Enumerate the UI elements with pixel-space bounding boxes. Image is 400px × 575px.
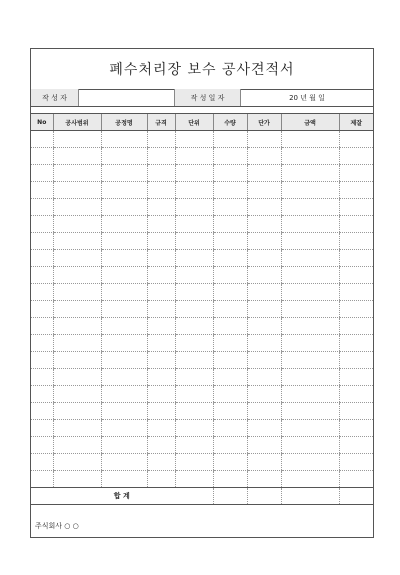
col-no: No — [31, 114, 53, 131]
table-cell[interactable] — [247, 352, 281, 369]
table-cell[interactable] — [53, 403, 101, 420]
table-cell[interactable] — [53, 352, 101, 369]
table-cell[interactable] — [281, 437, 339, 454]
table-cell[interactable] — [147, 182, 175, 199]
table-row — [31, 437, 373, 454]
table-cell[interactable] — [213, 369, 247, 386]
table-cell[interactable] — [175, 471, 213, 488]
table-cell[interactable] — [175, 148, 213, 165]
table-cell[interactable] — [339, 369, 373, 386]
table-cell[interactable] — [339, 233, 373, 250]
table-cell[interactable] — [247, 318, 281, 335]
table-cell[interactable] — [339, 148, 373, 165]
info-row — [31, 89, 373, 107]
table-cell[interactable] — [175, 284, 213, 301]
table-cell[interactable] — [101, 318, 147, 335]
table-cell[interactable] — [147, 233, 175, 250]
table-cell[interactable] — [101, 403, 147, 420]
table-cell[interactable] — [175, 437, 213, 454]
table-cell[interactable] — [281, 454, 339, 471]
table-cell[interactable] — [247, 403, 281, 420]
table-cell[interactable] — [101, 267, 147, 284]
total-cell[interactable] — [339, 488, 373, 505]
table-cell[interactable] — [213, 335, 247, 352]
table-cell[interactable] — [31, 301, 53, 318]
table-row — [31, 250, 373, 267]
table-row — [31, 165, 373, 182]
table-cell[interactable] — [247, 148, 281, 165]
table-cell[interactable] — [339, 131, 373, 148]
table-cell[interactable] — [101, 369, 147, 386]
table-cell[interactable] — [31, 471, 53, 488]
table-cell[interactable] — [101, 250, 147, 267]
table-cell[interactable] — [147, 386, 175, 403]
table-cell[interactable] — [147, 369, 175, 386]
table-cell[interactable] — [31, 318, 53, 335]
table-cell[interactable] — [31, 369, 53, 386]
table-cell[interactable] — [339, 403, 373, 420]
table-cell[interactable] — [213, 352, 247, 369]
table-cell[interactable] — [147, 403, 175, 420]
table-cell[interactable] — [339, 250, 373, 267]
author-value[interactable] — [79, 89, 175, 106]
table-cell[interactable] — [281, 352, 339, 369]
table-cell[interactable] — [147, 148, 175, 165]
table-cell[interactable] — [339, 471, 373, 488]
table-cell[interactable] — [147, 199, 175, 216]
table-cell[interactable] — [175, 131, 213, 148]
table-cell[interactable] — [31, 233, 53, 250]
table-cell[interactable] — [247, 301, 281, 318]
table-cell[interactable] — [247, 199, 281, 216]
total-cell[interactable] — [247, 488, 281, 505]
table-cell[interactable] — [53, 199, 101, 216]
table-cell[interactable] — [213, 301, 247, 318]
table-cell[interactable] — [101, 420, 147, 437]
table-cell[interactable] — [101, 284, 147, 301]
table-cell[interactable] — [339, 267, 373, 284]
table-cell[interactable] — [213, 182, 247, 199]
table-cell[interactable] — [31, 267, 53, 284]
table-cell[interactable] — [53, 437, 101, 454]
table-row — [31, 131, 373, 148]
table-cell[interactable] — [247, 437, 281, 454]
col-amount: 금액 — [281, 114, 339, 131]
table-cell[interactable] — [101, 335, 147, 352]
table-cell[interactable] — [281, 420, 339, 437]
table-cell[interactable] — [247, 216, 281, 233]
table-cell[interactable] — [101, 471, 147, 488]
table-cell[interactable] — [147, 267, 175, 284]
table-cell[interactable] — [147, 165, 175, 182]
table-cell[interactable] — [101, 131, 147, 148]
table-cell[interactable] — [175, 182, 213, 199]
spacer-band — [31, 107, 373, 114]
document-title: 폐수처리장 보수 공사견적서 — [31, 49, 373, 90]
table-cell[interactable] — [281, 403, 339, 420]
table-row — [31, 403, 373, 420]
table-cell[interactable] — [53, 148, 101, 165]
table-cell[interactable] — [281, 301, 339, 318]
col-quantity: 수량 — [213, 114, 247, 131]
table-cell[interactable] — [53, 165, 101, 182]
col-spec: 규격 — [147, 114, 175, 131]
table-cell[interactable] — [147, 301, 175, 318]
table-cell[interactable] — [213, 284, 247, 301]
table-cell[interactable] — [213, 454, 247, 471]
total-cell[interactable] — [281, 488, 339, 505]
table-cell[interactable] — [101, 301, 147, 318]
table-cell[interactable] — [339, 199, 373, 216]
table-cell[interactable] — [31, 250, 53, 267]
table-cell[interactable] — [147, 420, 175, 437]
table-cell[interactable] — [175, 250, 213, 267]
table-cell[interactable] — [213, 386, 247, 403]
table-cell[interactable] — [281, 369, 339, 386]
table-cell[interactable] — [53, 250, 101, 267]
table-cell[interactable] — [53, 267, 101, 284]
table-cell[interactable] — [31, 352, 53, 369]
table-row — [31, 284, 373, 301]
table-row — [31, 216, 373, 233]
table-cell[interactable] — [175, 352, 213, 369]
table-cell[interactable] — [101, 386, 147, 403]
col-unit: 단위 — [175, 114, 213, 131]
table-cell[interactable] — [281, 284, 339, 301]
table-cell[interactable] — [53, 420, 101, 437]
table-cell[interactable] — [101, 454, 147, 471]
table-cell[interactable] — [213, 199, 247, 216]
table-cell[interactable] — [281, 318, 339, 335]
table-cell[interactable] — [53, 454, 101, 471]
table-cell[interactable] — [281, 471, 339, 488]
table-row — [31, 420, 373, 437]
estimate-sheet — [30, 48, 374, 538]
table-cell[interactable] — [281, 199, 339, 216]
table-cell[interactable] — [339, 386, 373, 403]
table-header-row — [31, 114, 373, 131]
table-cell[interactable] — [175, 199, 213, 216]
table-cell[interactable] — [147, 216, 175, 233]
table-cell[interactable] — [101, 216, 147, 233]
table-cell[interactable] — [175, 216, 213, 233]
table-cell[interactable] — [175, 386, 213, 403]
table-cell[interactable] — [175, 420, 213, 437]
table-cell[interactable] — [31, 437, 53, 454]
table-cell[interactable] — [281, 233, 339, 250]
table-cell[interactable] — [281, 148, 339, 165]
table-cell[interactable] — [281, 165, 339, 182]
col-process: 공정명 — [101, 114, 147, 131]
table-cell[interactable] — [281, 386, 339, 403]
table-cell[interactable] — [339, 335, 373, 352]
table-cell[interactable] — [339, 216, 373, 233]
table-cell[interactable] — [247, 267, 281, 284]
table-cell[interactable] — [175, 301, 213, 318]
table-cell[interactable] — [53, 233, 101, 250]
table-cell[interactable] — [247, 284, 281, 301]
table-cell[interactable] — [247, 182, 281, 199]
table-cell[interactable] — [281, 267, 339, 284]
table-cell[interactable] — [213, 250, 247, 267]
table-cell[interactable] — [247, 335, 281, 352]
col-unit-price: 단가 — [247, 114, 281, 131]
table-cell[interactable] — [31, 182, 53, 199]
table-cell[interactable] — [247, 165, 281, 182]
table-cell[interactable] — [31, 199, 53, 216]
table-cell[interactable] — [53, 386, 101, 403]
table-cell[interactable] — [339, 284, 373, 301]
table-cell[interactable] — [147, 471, 175, 488]
table-cell[interactable] — [147, 437, 175, 454]
table-cell[interactable] — [101, 437, 147, 454]
table-cell[interactable] — [175, 233, 213, 250]
table-cell[interactable] — [281, 335, 339, 352]
table-cell[interactable] — [213, 437, 247, 454]
table-cell[interactable] — [147, 284, 175, 301]
table-cell[interactable] — [31, 165, 53, 182]
table-cell[interactable] — [339, 165, 373, 182]
table-cell[interactable] — [247, 233, 281, 250]
table-row — [31, 352, 373, 369]
table-cell[interactable] — [53, 182, 101, 199]
table-cell[interactable] — [101, 352, 147, 369]
table-row — [31, 471, 373, 488]
table-cell[interactable] — [213, 420, 247, 437]
table-cell[interactable] — [213, 471, 247, 488]
table-cell[interactable] — [53, 301, 101, 318]
table-row — [31, 267, 373, 284]
table-row — [31, 148, 373, 165]
table-row — [31, 335, 373, 352]
table-cell[interactable] — [175, 318, 213, 335]
table-cell[interactable] — [53, 318, 101, 335]
estimate-table — [31, 114, 373, 505]
table-cell[interactable] — [53, 471, 101, 488]
table-cell[interactable] — [247, 386, 281, 403]
table-cell[interactable] — [213, 131, 247, 148]
table-cell[interactable] — [31, 403, 53, 420]
table-cell[interactable] — [31, 131, 53, 148]
table-cell[interactable] — [213, 148, 247, 165]
table-cell[interactable] — [53, 131, 101, 148]
table-cell[interactable] — [213, 233, 247, 250]
table-cell[interactable] — [281, 250, 339, 267]
table-row — [31, 233, 373, 250]
author-label: 작 성 자 — [31, 89, 79, 106]
table-cell[interactable] — [339, 352, 373, 369]
table-cell[interactable] — [213, 216, 247, 233]
table-cell[interactable] — [101, 165, 147, 182]
company-footer: 주식회사 ○ ○ — [35, 522, 79, 530]
table-cell[interactable] — [339, 420, 373, 437]
table-cell[interactable] — [101, 148, 147, 165]
table-cell[interactable] — [147, 335, 175, 352]
table-cell[interactable] — [213, 318, 247, 335]
table-row — [31, 386, 373, 403]
total-row — [31, 488, 373, 505]
table-cell[interactable] — [175, 454, 213, 471]
table-cell[interactable] — [213, 267, 247, 284]
table-cell[interactable] — [213, 403, 247, 420]
table-cell[interactable] — [101, 199, 147, 216]
table-cell[interactable] — [31, 335, 53, 352]
table-cell[interactable] — [339, 301, 373, 318]
table-cell[interactable] — [247, 420, 281, 437]
table-cell[interactable] — [31, 284, 53, 301]
table-cell[interactable] — [147, 352, 175, 369]
table-cell[interactable] — [339, 437, 373, 454]
table-cell[interactable] — [31, 420, 53, 437]
table-row — [31, 182, 373, 199]
table-cell[interactable] — [31, 216, 53, 233]
table-cell[interactable] — [339, 182, 373, 199]
table-cell[interactable] — [53, 369, 101, 386]
table-cell[interactable] — [175, 267, 213, 284]
table-cell[interactable] — [53, 335, 101, 352]
table-cell[interactable] — [101, 182, 147, 199]
table-cell[interactable] — [339, 454, 373, 471]
col-remark: 제잘 — [339, 114, 373, 131]
table-cell[interactable] — [147, 131, 175, 148]
table-cell[interactable] — [175, 165, 213, 182]
table-cell[interactable] — [53, 284, 101, 301]
col-scope: 공사범위 — [53, 114, 101, 131]
table-row — [31, 301, 373, 318]
table-cell[interactable] — [247, 131, 281, 148]
table-cell[interactable] — [175, 335, 213, 352]
table-cell[interactable] — [247, 471, 281, 488]
table-cell[interactable] — [147, 318, 175, 335]
table-cell[interactable] — [31, 148, 53, 165]
table-cell[interactable] — [281, 216, 339, 233]
table-cell[interactable] — [175, 369, 213, 386]
total-label: 합 계 — [31, 488, 213, 505]
table-cell[interactable] — [31, 454, 53, 471]
table-cell[interactable] — [31, 386, 53, 403]
table-cell[interactable] — [213, 165, 247, 182]
table-cell[interactable] — [53, 216, 101, 233]
table-cell[interactable] — [147, 454, 175, 471]
table-row — [31, 199, 373, 216]
table-cell[interactable] — [339, 318, 373, 335]
date-label: 작 성 일 자 — [175, 89, 241, 106]
table-cell[interactable] — [175, 403, 213, 420]
table-cell[interactable] — [247, 454, 281, 471]
table-cell[interactable] — [247, 250, 281, 267]
table-row — [31, 318, 373, 335]
table-cell[interactable] — [247, 369, 281, 386]
date-value[interactable]: 20 년 월 일 — [289, 93, 325, 102]
table-row — [31, 369, 373, 386]
table-cell[interactable] — [101, 233, 147, 250]
table-cell[interactable] — [147, 250, 175, 267]
table-row — [31, 454, 373, 471]
table-cell[interactable] — [281, 131, 339, 148]
total-cell[interactable] — [213, 488, 247, 505]
table-cell[interactable] — [281, 182, 339, 199]
